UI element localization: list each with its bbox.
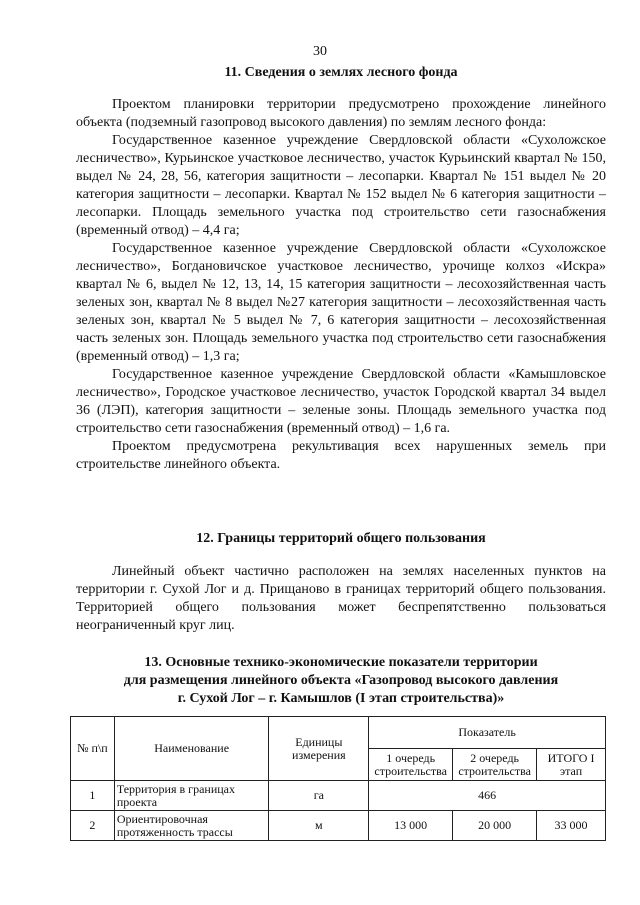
row-value: 466 [369, 781, 606, 811]
header-number: № п\п [71, 717, 115, 781]
section-13-title-line-3: г. Сухой Лог – г. Камышлов (I этап строительства)» [177, 691, 505, 706]
page-number: 30 [313, 44, 327, 59]
section-13-title-line-1: 13. Основные технико-экономические показатели территории [144, 655, 538, 670]
header-indicator: Показатель [369, 717, 606, 749]
paragraph: Государственное казенное учреждение Свердловской области «Сухоложское лесничество», Богдановичское участковое лесничество, урочище колхоз «Искра» квартал № 6, выдел № 12, 13, 14, 15 категория защитности – лесохозяйственная часть зеленых зон, квартал № 8 выдел №27 категория защитности – лесохозяйственная часть зеленых зон, квартал № 5 выдел № 7, 6 категория защитности – лесохозяйственная часть зеленых зон. Площадь земельного участка под строительство сети газоснабжения (временный отвод) – 1,3 га; [76, 241, 606, 364]
header-unit: Единицы измерения [269, 717, 369, 781]
section-11-body [76, 96, 606, 474]
row-unit: га [269, 781, 369, 811]
paragraph: Проектом планировки территории предусмотрено прохождение линейного объекта (подземный газопровод высокого давления) по землям лесного фонда: [76, 97, 606, 130]
section-12-title: 12. Границы территорий общего пользования [196, 531, 486, 546]
section-12-body [76, 563, 606, 635]
row-total-value: 33 000 [537, 811, 606, 841]
section-11-title: 11. Сведения о землях лесного фонда [224, 65, 458, 80]
indicators-table [70, 716, 606, 841]
table-header-row [71, 717, 606, 749]
row-name: Территория в границах проекта [114, 781, 269, 811]
table-row [71, 811, 606, 841]
header-stage-1: 1 очередь строительства [369, 749, 453, 781]
paragraph: Проектом предусмотрена рекультивация всех нарушенных земель при строительстве линейного объекта. [76, 439, 606, 472]
table-row [71, 781, 606, 811]
row-unit: м [269, 811, 369, 841]
section-13-title [76, 654, 606, 708]
section-13-title-line-2: для размещения линейного объекта «Газопровод высокого давления [123, 673, 559, 688]
paragraph: Линейный объект частично расположен на землях населенных пунктов на территории г. Сухой Лог и д. Прищаново в границах территорий общего пользования. Территорией общего пользования может беспрепятственно пользоваться неограниченный круг лиц. [76, 564, 606, 633]
row-name: Ориентировочная протяженность трассы [114, 811, 269, 841]
row-stage-1-value: 13 000 [369, 811, 453, 841]
header-stage-2: 2 очередь строительства [453, 749, 537, 781]
row-number: 2 [71, 811, 115, 841]
row-stage-2-value: 20 000 [453, 811, 537, 841]
paragraph: Государственное казенное учреждение Свердловской области «Камышловское лесничество», Городское участковое лесничество, участок Городской квартал 34 выдел 36 (ЛЭП), категория защитности – зеленые зоны. Площадь земельного участка под строительство сети газоснабжения (временный отвод) – 1,6 га. [76, 367, 606, 436]
row-number: 1 [71, 781, 115, 811]
paragraph: Государственное казенное учреждение Свердловской области «Сухоложское лесничество», Курьинское участковое лесничество, участок Курьинский квартал № 150, выдел № 24, 28, 56, категория защитности – лесопарки. Квартал № 151 выдел № 20 категория защитности – лесопарки. Квартал № 152 выдел № 6 категория защитности – лесопарки. Площадь земельного участка под строительство сети газоснабжения (временный отвод) – 4,4 га; [76, 133, 606, 238]
header-total: ИТОГО I этап [537, 749, 606, 781]
header-name: Наименование [114, 717, 269, 781]
